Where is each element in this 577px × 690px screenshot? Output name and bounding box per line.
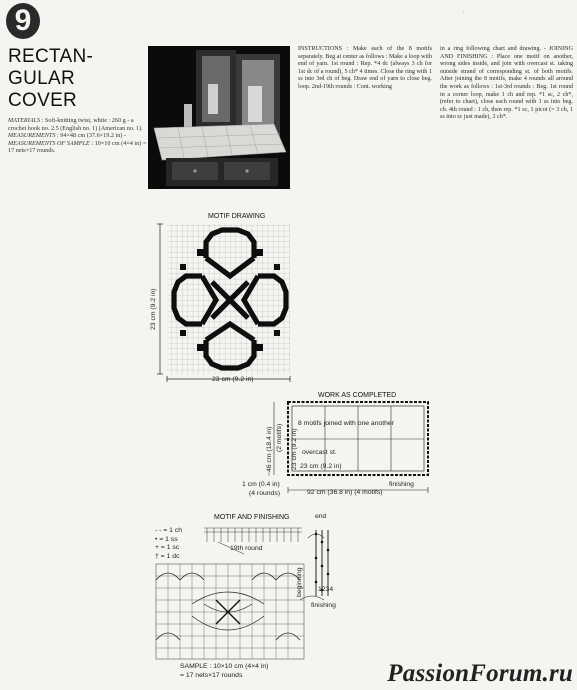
finishing-label-1: finishing [389,481,414,488]
motif-width-label: 23 cm (9.2 in) [212,376,254,383]
sample-measure-text: : 10×10 cm (4×4 in) = 17 nets×17 rounds. [8,139,147,155]
rounds-numbers: 1234 [318,586,334,593]
legend-sc: + = 1 sc [155,544,180,552]
end-label: end [315,513,327,520]
round19-label: 19th round [230,545,263,552]
materials-text: : Soft-knitting twist, white : 260 g - a crochet hook no. 2.5 (English no. 1) (American no. 1). [8,117,143,132]
total-width-label: 92 cm (36.8 in) (4 motifs) [307,489,383,496]
overcast-label: overcast st. [302,449,337,456]
motif-height-label: 23 cm (9.2 in) [150,288,157,330]
legend-dc: † = 1 dc [155,552,180,560]
total-height-label: ~46 cm (18.4 in) [266,426,273,476]
page-title [8,46,93,112]
title-line-2: GULAR [8,68,75,89]
finishing-label-2: finishing [311,602,336,609]
motif-drawing-title: MOTIF DRAWING [208,213,266,220]
inner-height-label: 23 cm (9.2 in) [291,428,298,470]
page-number-badge: 9 [6,3,40,39]
materials-label: MATERIALS [8,117,41,124]
sample-caption-2: = 17 nets×17 rounds [180,672,243,679]
motif-drawing-figure [150,220,300,390]
joined-label: 8 motifs joined with one another [298,420,394,427]
total-height-value: 46 cm (18.4 in) [266,426,273,473]
stray-mark: ’ [462,9,465,18]
inner-width-label: 23 cm (9.2 in) [300,463,342,470]
border-rounds-label: (4 rounds) [249,490,280,497]
sample-caption-1: SAMPLE : 10×10 cm (4×4 in) [180,663,269,670]
crochet-chart [152,520,337,665]
site-watermark: PassionForum.ru [387,660,573,687]
photo-illustration [148,46,290,189]
instructions-col-2: in a ring following chart and drawing. - JOINING AND FINISHING : Place one motif on another, wrong sides inside, and join with overcast st. taking outside strand of corresponding st. of both motifs. After joining the 8 motifs, make 4 rounds all around the work as follows : 1st-3rd rounds : Beg. 1st round in a corner loop, make 1 ch and rep. *1 sc, 2 ch*, (refer to chart), close each round with 1 ss into beg. ch. 4th round : 1 ch, then rep. *1 sc, 1 picot (= 3 ch, 1 ss into sc just made), 2 ch*. [440,46,573,121]
work-completed-figure [262,398,442,498]
materials-block [8,117,148,155]
border-width-label: 1 cm (0.4 in) [242,481,280,488]
total-height-sub: (2 motifs) [276,423,283,452]
legend-ch: - - = 1 ch [155,527,183,534]
legend-ss: • = 1 ss [155,535,178,543]
product-photo [148,46,290,189]
measurements-label: MEASUREMENTS [8,132,56,140]
title-line-1: RECTAN- [8,46,94,67]
finishing-chart-title: MOTIF AND FINISHING [214,514,290,521]
instructions-col-1: INSTRUCTIONS : Make each of the 8 motifs separately. Beg at center as follows : Make a loop with end of yarn. 1st round : Rep. *4 dc (always 3 ch for 1st dc of a round), 5 ch* 4 times. Close the ring with 1 ss into 3rd ch of beg. Draw end of yarn to close beg. loop. 2nd-19th rounds : Cont. working [298,46,432,90]
measurements-text: : 94×48 cm (37.6×19.2 in) - [55,132,127,140]
work-completed-title: WORK AS COMPLETED [318,392,397,399]
title-line-3: COVER [8,90,78,111]
sample-measure-label: MEASUREMENTS OF SAMPLE [8,139,90,147]
beginning-label: beginning [296,567,303,597]
